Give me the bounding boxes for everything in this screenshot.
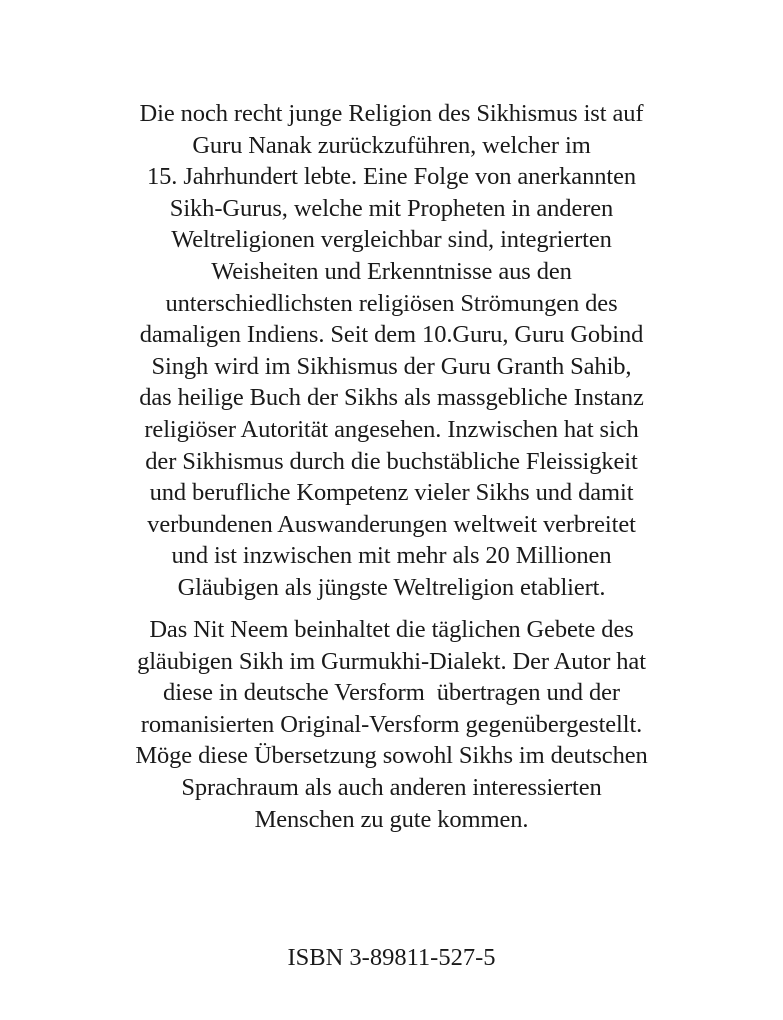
text-line: romanisierten Original-Versform gegenübergestellt. [140,710,643,738]
text-line: diese in deutsche Versform übertragen und der [163,679,620,707]
text-line: Menschen zu gute kommen. [254,805,529,833]
text-line: Weltreligionen vergleichbar sind, integrierten [171,226,612,254]
text-line: und berufliche Kompetenz vieler Sikhs und damit [149,479,634,507]
text-line: Sprachraum als auch anderen interessierten [181,773,602,801]
text-line: und ist inzwischen mit mehr als 20 Millionen [171,542,612,570]
text-line: Singh wird im Sikhismus der Guru Granth Sahib, [151,352,632,380]
paragraph-nit-neem [0,614,783,835]
text-line: Das Nit Neem beinhaltet die täglichen Gebete des [149,616,634,643]
text-line: der Sikhismus durch die buchstäbliche Fleissigkeit [145,447,638,475]
text-line: Die noch recht junge Religion des Sikhismus ist auf [139,100,644,127]
text-line: das heilige Buch der Sikhs als massgebliche Instanz [139,384,644,412]
text-line: gläubigen Sikh im Gurmukhi-Dialekt. Der Autor hat [137,647,646,675]
text-line: Möge diese Übersetzung sowohl Sikhs im deutschen [135,742,648,770]
text-line: religiöser Autorität angesehen. Inzwischen hat sich [144,415,639,443]
text-line: Weisheiten und Erkenntnisse aus den [211,257,572,285]
text-line: damaligen Indiens. Seit dem 10.Guru, Guru Gobind [139,321,644,349]
text-line: 15. Jahrhundert lebte. Eine Folge von anerkannten [146,163,637,191]
paragraph-sikhism-history [0,98,783,604]
text-line: Gläubigen als jüngste Weltreligion etabliert. [177,573,606,601]
text-line: verbundenen Auswanderungen weltweit verbreitet [147,510,636,538]
text-line: Guru Nanak zurückzuführen, welcher im [192,131,591,159]
isbn-number: ISBN 3-89811-527-5 [287,944,496,971]
text-line: Sikh-Gurus, welche mit Propheten in anderen [169,194,614,222]
text-line: unterschiedlichsten religiösen Strömungen des [165,289,618,317]
